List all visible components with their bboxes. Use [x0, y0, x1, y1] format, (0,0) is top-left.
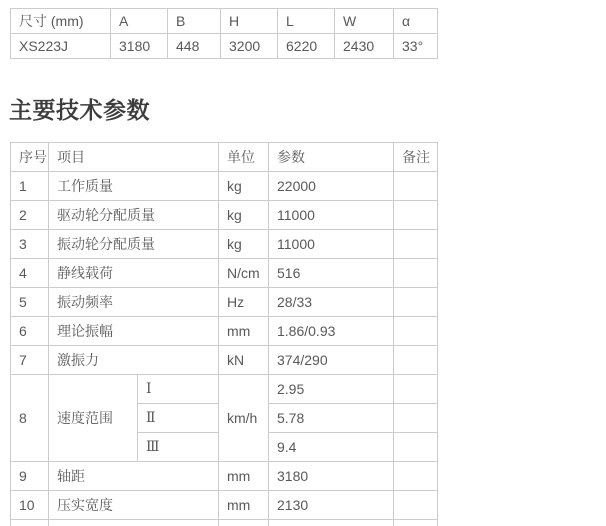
dim-header-size: 尺寸 (mm)	[11, 9, 111, 34]
cell-note	[394, 520, 438, 526]
dim-b: 448	[168, 34, 221, 59]
cell-value: 374/290	[269, 346, 394, 375]
cell-value	[269, 520, 394, 526]
dim-header-b: B	[168, 9, 221, 34]
cell-unit: kg	[219, 201, 269, 230]
cell-value: 22000	[269, 172, 394, 201]
cell-unit: kN	[219, 346, 269, 375]
cell-unit: Hz	[219, 288, 269, 317]
cell-value: 5.78	[269, 404, 394, 433]
cell-value: 3180	[269, 462, 394, 491]
cell-no: 6	[11, 317, 49, 346]
table-row	[11, 172, 438, 201]
spec-header-value: 参数	[269, 143, 394, 172]
cell-no: 1	[11, 172, 49, 201]
cell-value: 1.86/0.93	[269, 317, 394, 346]
cell-item: 驱动轮分配质量	[49, 201, 219, 230]
table-row	[11, 230, 438, 259]
dimensions-value-row	[11, 34, 438, 59]
cell-no: 9	[11, 462, 49, 491]
cell-note	[394, 433, 438, 462]
cell-no: 4	[11, 259, 49, 288]
cell-item: 工作质量	[49, 172, 219, 201]
cell-value: 11000	[269, 230, 394, 259]
dim-w: 2430	[335, 34, 394, 59]
table-row	[11, 288, 438, 317]
cell-gear-1: Ⅰ	[138, 375, 219, 404]
dim-a: 3180	[111, 34, 168, 59]
cell-note	[394, 259, 438, 288]
cell-item: 激振力	[49, 346, 219, 375]
dim-header-a: A	[111, 9, 168, 34]
cell-unit: km/h	[219, 375, 269, 462]
cell-note	[394, 288, 438, 317]
cell-unit: kg	[219, 230, 269, 259]
cell-unit: N/cm	[219, 259, 269, 288]
cell-value: 2.95	[269, 375, 394, 404]
cell-item: 理论振幅	[49, 317, 219, 346]
table-row-partial	[11, 520, 438, 526]
cell-item: 轴距	[49, 462, 219, 491]
cell-unit: mm	[219, 491, 269, 520]
spec-header-unit: 单位	[219, 143, 269, 172]
dim-header-l: L	[278, 9, 335, 34]
dim-header-w: W	[335, 9, 394, 34]
cell-item: 压实宽度	[49, 491, 219, 520]
cell-no: 8	[11, 375, 49, 462]
cell-note	[394, 375, 438, 404]
table-row	[11, 462, 438, 491]
cell-no: 5	[11, 288, 49, 317]
cell-note	[394, 404, 438, 433]
cell-no	[11, 520, 49, 526]
cell-note	[394, 201, 438, 230]
cell-item: 静线载荷	[49, 259, 219, 288]
cell-value: 2130	[269, 491, 394, 520]
cell-unit: mm	[219, 317, 269, 346]
page-title: 主要技术参数	[9, 97, 150, 123]
cell-value: 11000	[269, 201, 394, 230]
spec-header-row	[11, 143, 438, 172]
spec-header-no: 序号	[11, 143, 49, 172]
dimensions-table	[10, 8, 438, 59]
table-row	[11, 259, 438, 288]
cell-value: 28/33	[269, 288, 394, 317]
cell-note	[394, 491, 438, 520]
cell-note	[394, 462, 438, 491]
cell-note	[394, 317, 438, 346]
cell-value: 516	[269, 259, 394, 288]
spec-table	[10, 142, 438, 526]
dimensions-header-row	[11, 9, 438, 34]
cell-item	[49, 520, 219, 526]
cell-note	[394, 230, 438, 259]
table-row	[11, 491, 438, 520]
dim-header-alpha: α	[394, 9, 438, 34]
cell-note	[394, 172, 438, 201]
cell-no: 3	[11, 230, 49, 259]
cell-no: 7	[11, 346, 49, 375]
cell-item: 振动频率	[49, 288, 219, 317]
cell-no: 10	[11, 491, 49, 520]
cell-value: 9.4	[269, 433, 394, 462]
cell-unit	[219, 520, 269, 526]
cell-item: 振动轮分配质量	[49, 230, 219, 259]
table-row	[11, 317, 438, 346]
cell-gear-3: Ⅲ	[138, 433, 219, 462]
cell-unit: kg	[219, 172, 269, 201]
table-row-speed-1	[11, 375, 438, 404]
cell-item: 速度范围	[49, 375, 138, 462]
dim-alpha: 33°	[394, 34, 438, 59]
spec-header-note: 备注	[394, 143, 438, 172]
dim-h: 3200	[221, 34, 278, 59]
cell-no: 2	[11, 201, 49, 230]
table-row	[11, 201, 438, 230]
spec-header-item: 项目	[49, 143, 219, 172]
dim-model: XS223J	[11, 34, 111, 59]
cell-note	[394, 346, 438, 375]
dim-header-h: H	[221, 9, 278, 34]
cell-unit: mm	[219, 462, 269, 491]
dim-l: 6220	[278, 34, 335, 59]
table-row	[11, 346, 438, 375]
cell-gear-2: Ⅱ	[138, 404, 219, 433]
